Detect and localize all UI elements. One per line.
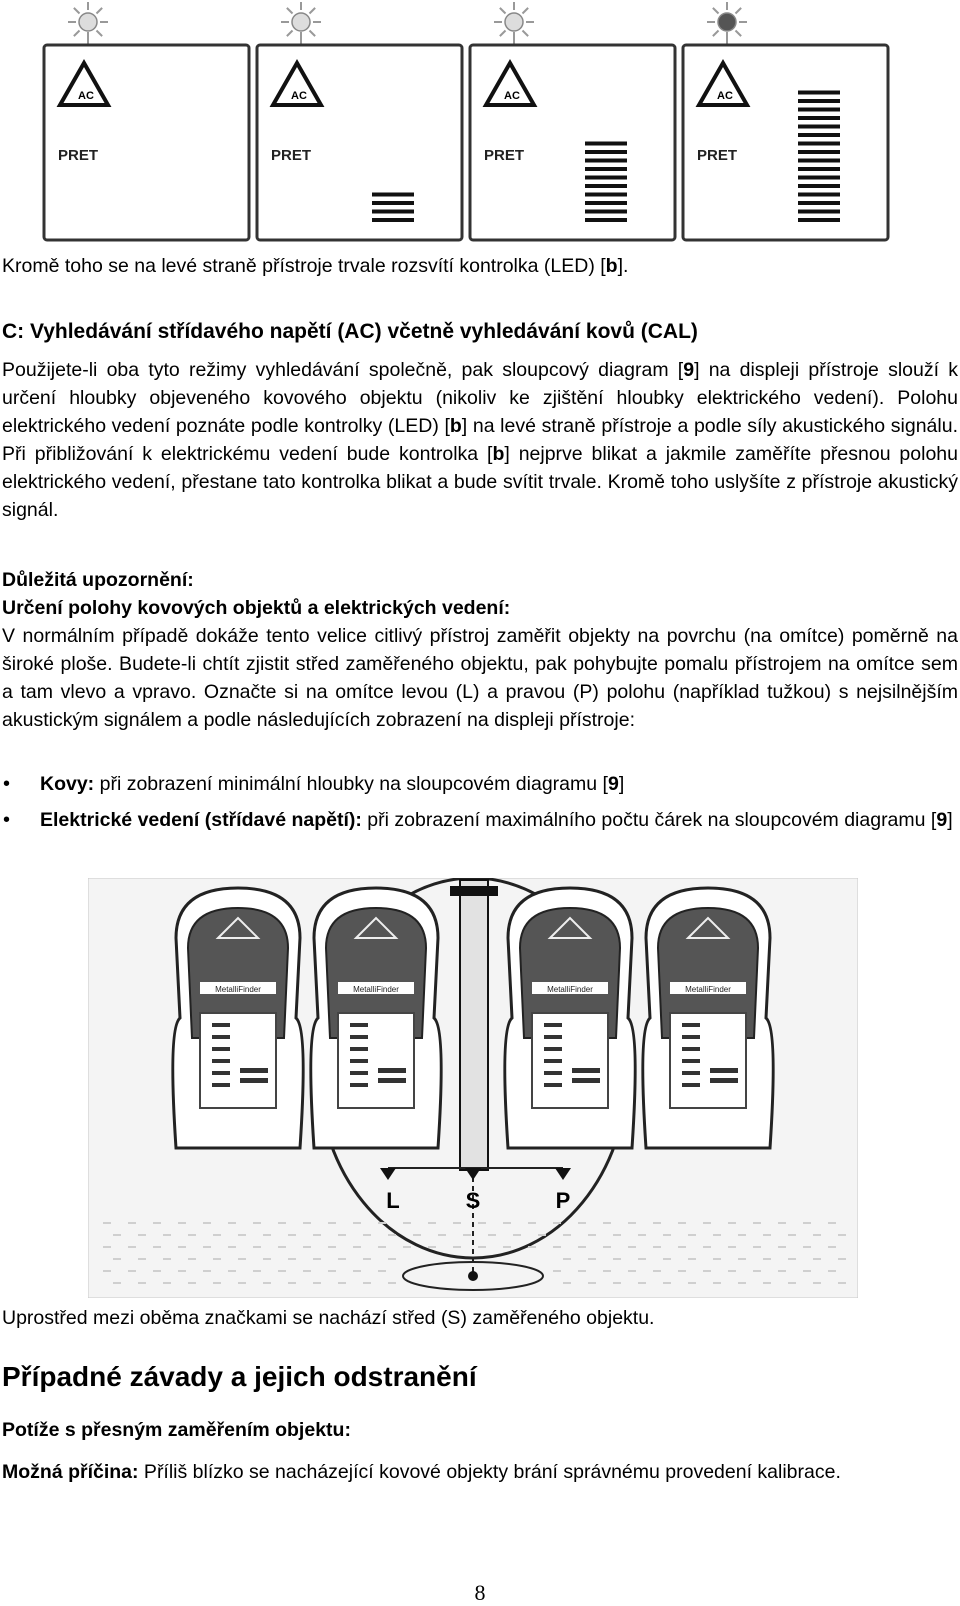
label-center: S bbox=[465, 1188, 481, 1213]
bargraph-segment bbox=[585, 218, 627, 222]
page-number: 8 bbox=[474, 1580, 486, 1605]
bargraph-segment bbox=[798, 176, 840, 180]
svg-text:MetalliFinder: MetalliFinder bbox=[215, 985, 261, 994]
section-c-paragraph: Použijete-li oba tyto režimy vyhledávání společně, pak sloupcový diagram [9] na displeji přístroje slouží k určení hloubky objeveného kovového objektu (nikoliv ke zjištění hloubky elektrického vedení). Polohu elektrického vedení poznáte podle kontrolky (LED) [b] na levé straně přístroje a podle síly akustického signálu. Při přibližování k elektrickému vedení bude kontrolka [b] nejprve blikat a jakmile zaměříte přesnou polohu elektrického vedení, přestane tato kontrolka blikat a bude svítit trvale. Kromě toho uslyšíte z přístroje akustický signál. bbox=[2, 359, 958, 521]
bargraph-segment bbox=[798, 210, 840, 214]
detector-device bbox=[505, 888, 635, 1148]
bargraph-segment bbox=[798, 159, 840, 163]
bargraph-segment bbox=[585, 193, 627, 197]
detector-device bbox=[643, 888, 773, 1148]
list-item: • Elektrické vedení (střídavé napětí): při zobrazení maximálního počtu čárek na sloupcovém diagramu [9] bbox=[0, 806, 958, 834]
bargraph-segment bbox=[798, 116, 840, 120]
bargraph-segment bbox=[798, 167, 840, 171]
bargraph-segment bbox=[372, 210, 414, 214]
detector-device bbox=[173, 888, 303, 1148]
label-right: P bbox=[555, 1188, 571, 1213]
important-subheading: Určení polohy kovových objektů a elektrických vedení: bbox=[2, 597, 511, 619]
bargraph-segment bbox=[585, 184, 627, 188]
bargraph-segment bbox=[798, 150, 840, 154]
center-caption: Uprostřed mezi oběma značkami se nachází střed (S) zaměřeného objektu. bbox=[2, 1307, 655, 1329]
bargraph-segment bbox=[798, 142, 840, 146]
bargraph-segment bbox=[372, 201, 414, 205]
svg-text:MetalliFinder: MetalliFinder bbox=[353, 985, 399, 994]
bargraph-segment bbox=[798, 99, 840, 103]
bargraph-segment bbox=[585, 176, 627, 180]
display-label: PRET bbox=[58, 147, 99, 164]
display-panel bbox=[683, 2, 888, 240]
important-paragraph: V normálním případě dokáže tento velice citlivý přístroj zaměřit objekty na povrchu (na omítce) poměrně na široké ploše. Budete-li chtít zjistit střed zaměřeného objektu, pak pohybujte pomalu přístrojem na omítce sem a tam vlevo a vpravo. Označte si na omítce levou (L) a pravou (P) polohu (například tužkou) s nejsilnějším akustickým signálem a podle následujících zobrazení na displeji přístroje: bbox=[2, 625, 958, 731]
possible-cause: Možná příčina: Příliš blízko se nacházející kovové objekty brání správnému provedení kalibrace. bbox=[2, 1461, 841, 1483]
bargraph-segment bbox=[798, 133, 840, 137]
svg-text:AC: AC bbox=[504, 90, 520, 102]
bargraph-segment bbox=[585, 210, 627, 214]
section-c-heading: C: Vyhledávání střídavého napětí (AC) včetně vyhledávání kovů (CAL) bbox=[2, 320, 698, 343]
led-note: Kromě toho se na levé straně přístroje trvale rozsvítí kontrolka (LED) [b]. bbox=[2, 255, 629, 277]
troubleshooting-heading: Případné závady a jejich odstranění bbox=[2, 1361, 477, 1392]
bargraph-segment bbox=[585, 150, 627, 154]
bargraph-segment bbox=[798, 218, 840, 222]
bullet-icon: • bbox=[3, 773, 11, 795]
bargraph-segment bbox=[798, 201, 840, 205]
bargraph-segment bbox=[585, 159, 627, 163]
bargraph-segment bbox=[372, 218, 414, 222]
bargraph-segment bbox=[798, 125, 840, 129]
bargraph-segment bbox=[585, 167, 627, 171]
display-panel bbox=[470, 2, 675, 240]
bargraph-segment bbox=[372, 193, 414, 197]
svg-text:MetalliFinder: MetalliFinder bbox=[547, 985, 593, 994]
detector-device bbox=[311, 888, 441, 1148]
label-left: L bbox=[386, 1188, 400, 1213]
bargraph-segment bbox=[798, 91, 840, 95]
troubleshooting-subheading: Potíže s přesným zaměřením objektu: bbox=[2, 1419, 351, 1441]
bargraph-segment bbox=[798, 108, 840, 112]
list-item: • Kovy: při zobrazení minimální hloubky na sloupcovém diagramu [9] bbox=[0, 770, 958, 798]
display-bargraph-figure bbox=[40, 0, 900, 245]
svg-text:AC: AC bbox=[717, 90, 733, 102]
display-label: PRET bbox=[484, 147, 525, 164]
svg-text:MetalliFinder: MetalliFinder bbox=[685, 985, 731, 994]
display-panel bbox=[44, 2, 249, 240]
svg-text:AC: AC bbox=[291, 90, 307, 102]
bargraph-segment bbox=[798, 184, 840, 188]
bargraph-segment bbox=[585, 201, 627, 205]
bargraph-segment bbox=[798, 193, 840, 197]
svg-text:AC: AC bbox=[78, 90, 94, 102]
display-label: PRET bbox=[697, 147, 738, 164]
bullet-icon: • bbox=[3, 809, 11, 831]
important-heading: Důležitá upozornění: bbox=[2, 569, 194, 591]
display-label: PRET bbox=[271, 147, 312, 164]
detection-list bbox=[0, 770, 958, 842]
bargraph-segment bbox=[585, 142, 627, 146]
display-panel bbox=[257, 2, 462, 240]
center-locating-figure bbox=[88, 878, 858, 1298]
